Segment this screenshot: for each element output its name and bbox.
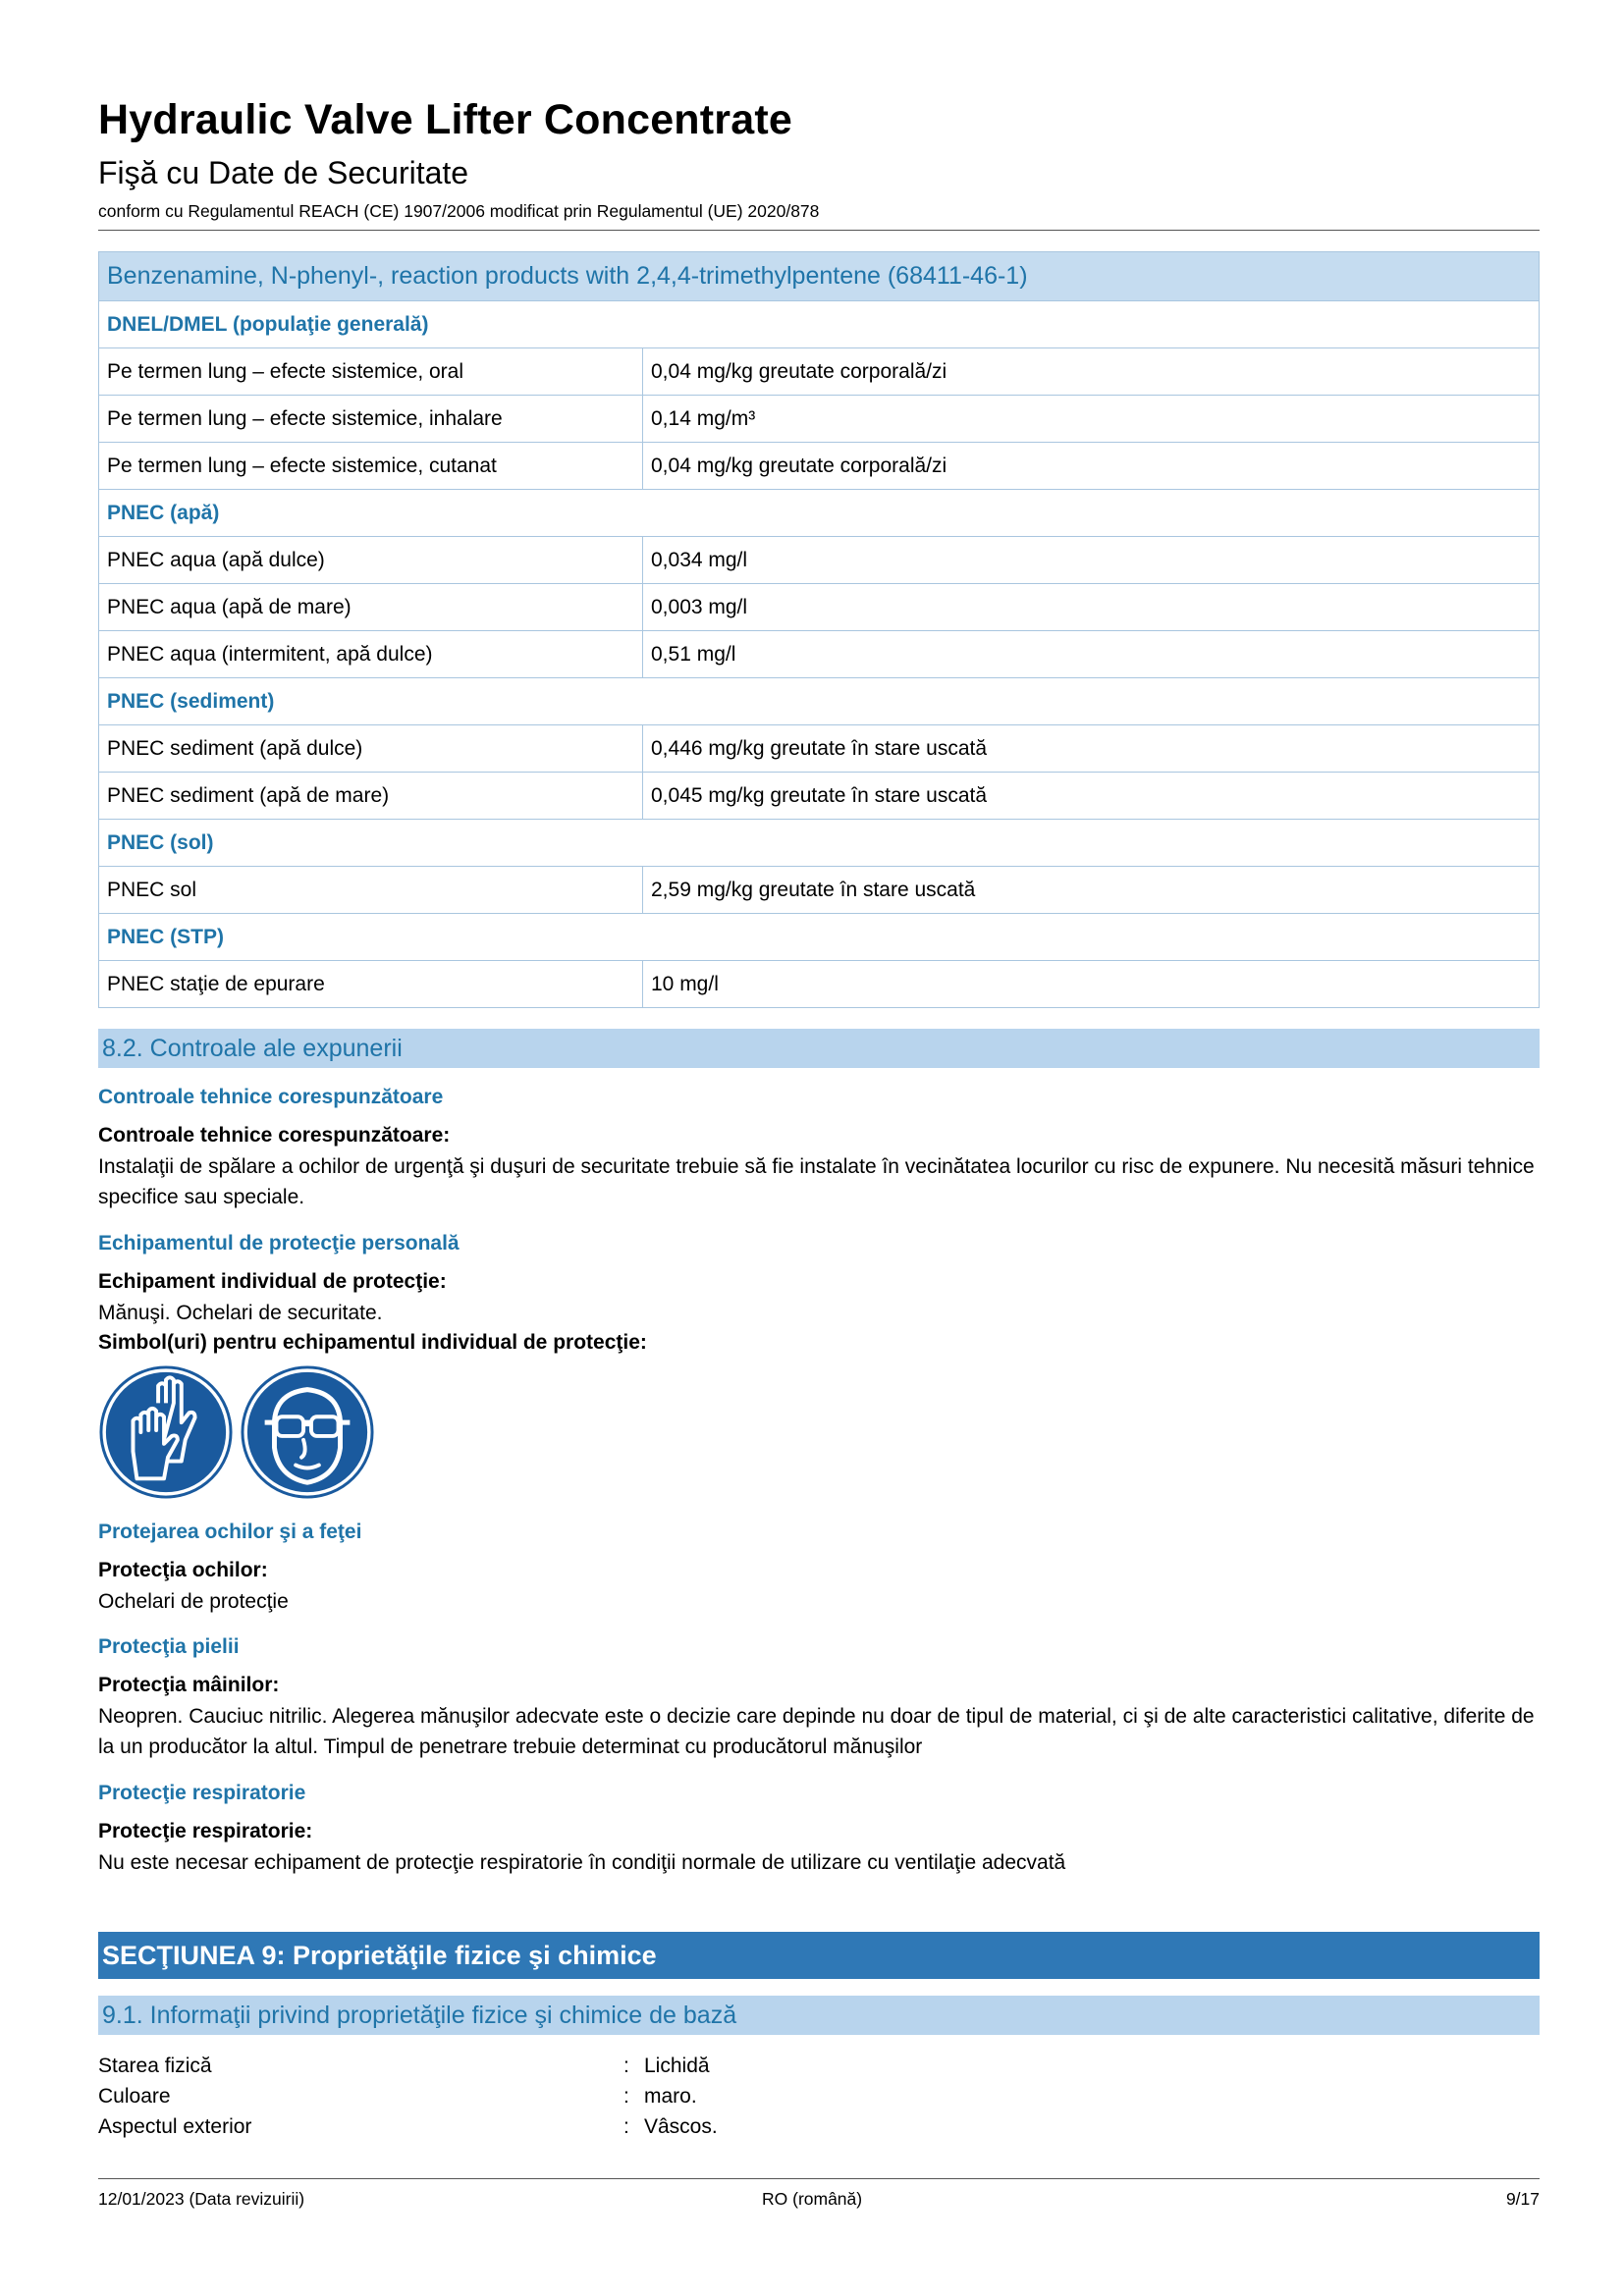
row-label: Pe termen lung – efecte sistemice, cutanat (99, 443, 643, 490)
table-group-row (99, 914, 1540, 961)
property-colon: : (623, 2115, 629, 2138)
group-title: DNEL/DMEL (populaţie generală) (99, 301, 1540, 348)
table-group-row (99, 490, 1540, 537)
row-value: 0,04 mg/kg greutate corporală/zi (643, 348, 1540, 396)
property-value: maro. (644, 2085, 697, 2108)
row-label: PNEC aqua (intermitent, apă dulce) (99, 631, 643, 678)
respiratory-protection-text: Nu este necesar echipament de protecţie respiratorie în condiţii normale de utilizare cu ventilaţie adecvată (98, 1851, 1066, 1874)
table-group-row (99, 301, 1540, 348)
table-row (99, 961, 1540, 1008)
row-label: PNEC aqua (apă dulce) (99, 537, 643, 584)
footer-revision-date: 12/01/2023 (Data revizuirii) (98, 2189, 305, 2209)
table-row (99, 443, 1540, 490)
row-label: PNEC sol (99, 867, 643, 914)
row-value: 0,51 mg/l (643, 631, 1540, 678)
row-label: Pe termen lung – efecte sistemice, oral (99, 348, 643, 396)
row-value: 10 mg/l (643, 961, 1540, 1008)
property-value: Vâscos. (644, 2115, 718, 2138)
gloves-icon (98, 1364, 234, 1500)
row-label: PNEC aqua (apă de mare) (99, 584, 643, 631)
engineering-controls-label: Controale tehnice corespunzătoare: (98, 1124, 451, 1147)
row-value: 0,045 mg/kg greutate în stare uscată (643, 773, 1540, 820)
row-label: PNEC sediment (apă dulce) (99, 725, 643, 773)
respiratory-protection-heading: Protecţie respiratorie (98, 1782, 306, 1804)
header-divider (98, 230, 1540, 231)
respiratory-protection-label: Protecţie respiratorie: (98, 1820, 313, 1842)
engineering-controls-heading: Controale tehnice corespunzătoare (98, 1086, 444, 1108)
table-row (99, 631, 1540, 678)
group-title: PNEC (sol) (99, 820, 1540, 867)
eye-protection-heading: Protejarea ochilor şi a feţei (98, 1521, 362, 1543)
table-row (99, 537, 1540, 584)
property-label: Aspectul exterior (98, 2115, 252, 2138)
hand-protection-label: Protecţia mâinilor: (98, 1674, 280, 1696)
property-colon: : (623, 2055, 629, 2077)
property-label: Starea fizică (98, 2055, 212, 2077)
eye-protection-label: Protecţia ochilor: (98, 1559, 268, 1581)
row-label: PNEC staţie de epurare (99, 961, 643, 1008)
substance-name: Benzenamine, N-phenyl-, reaction products with 2,4,4-trimethylpentene (68411-46-1) (99, 252, 1540, 301)
row-label: PNEC sediment (apă de mare) (99, 773, 643, 820)
row-label: Pe termen lung – efecte sistemice, inhalare (99, 396, 643, 443)
ppe-label: Echipament individual de protecţie: (98, 1270, 447, 1293)
ppe-heading: Echipamentul de protecţie personală (98, 1232, 460, 1255)
table-row (99, 396, 1540, 443)
footer-language: RO (română) (762, 2189, 863, 2209)
footer-page-number: 9/17 (1505, 2189, 1540, 2209)
table-row (99, 773, 1540, 820)
table-row (99, 584, 1540, 631)
safety-goggles-icon (240, 1364, 375, 1500)
engineering-controls-text: Instalaţii de spălare a ochilor de urgenţă şi duşuri de securitate trebuie să fie instalate în vecinătatea locurilor cu risc de expunere. Nu necesită măsuri tehnice specifice sau speciale. (98, 1155, 1535, 1208)
row-value: 2,59 mg/kg greutate în stare uscată (643, 867, 1540, 914)
document-subtitle: Fişă cu Date de Securitate (98, 155, 469, 190)
row-value: 0,04 mg/kg greutate corporală/zi (643, 443, 1540, 490)
regulation-reference: conform cu Regulamentul REACH (CE) 1907/2006 modificat prin Regulamentul (UE) 2020/878 (98, 201, 820, 221)
group-title: PNEC (sediment) (99, 678, 1540, 725)
table-row (99, 725, 1540, 773)
table-header-row (99, 252, 1540, 301)
subsection-9-1-title: 9.1. Informaţii privind proprietăţile fizice şi chimice de bază (98, 1996, 1540, 2035)
group-title: PNEC (STP) (99, 914, 1540, 961)
group-title: PNEC (apă) (99, 490, 1540, 537)
hand-protection-text: Neopren. Cauciuc nitrilic. Alegerea mănuşilor adecvate este o decizie care depinde nu doar de tipul de material, ci şi de alte caracteristici calitative, diferite de la un producător la altul. Timpul de penetrare trebuie determinat cu producătorul mănuşilor (98, 1705, 1535, 1758)
row-value: 0,034 mg/l (643, 537, 1540, 584)
skin-protection-heading: Protecţia pielii (98, 1635, 240, 1658)
property-colon: : (623, 2085, 629, 2108)
row-value: 0,446 mg/kg greutate în stare uscată (643, 725, 1540, 773)
table-group-row (99, 678, 1540, 725)
section-9-title: SECŢIUNEA 9: Proprietăţile fizice şi chimice (98, 1932, 1540, 1979)
subsection-8-2-title: 8.2. Controale ale expunerii (98, 1029, 1540, 1068)
row-value: 0,003 mg/l (643, 584, 1540, 631)
footer-divider (98, 2178, 1540, 2179)
row-value: 0,14 mg/m³ (643, 396, 1540, 443)
table-group-row (99, 820, 1540, 867)
ppe-text: Mănuşi. Ochelari de securitate. (98, 1302, 383, 1324)
table-row (99, 867, 1540, 914)
dnel-pnec-table (98, 251, 1540, 1008)
eye-protection-text: Ochelari de protecţie (98, 1590, 289, 1613)
property-label: Culoare (98, 2085, 171, 2108)
table-row (99, 348, 1540, 396)
ppe-symbols-label: Simbol(uri) pentru echipamentul individual de protecţie: (98, 1331, 647, 1354)
document-title: Hydraulic Valve Lifter Concentrate (98, 96, 792, 143)
property-value: Lichidă (644, 2055, 710, 2077)
